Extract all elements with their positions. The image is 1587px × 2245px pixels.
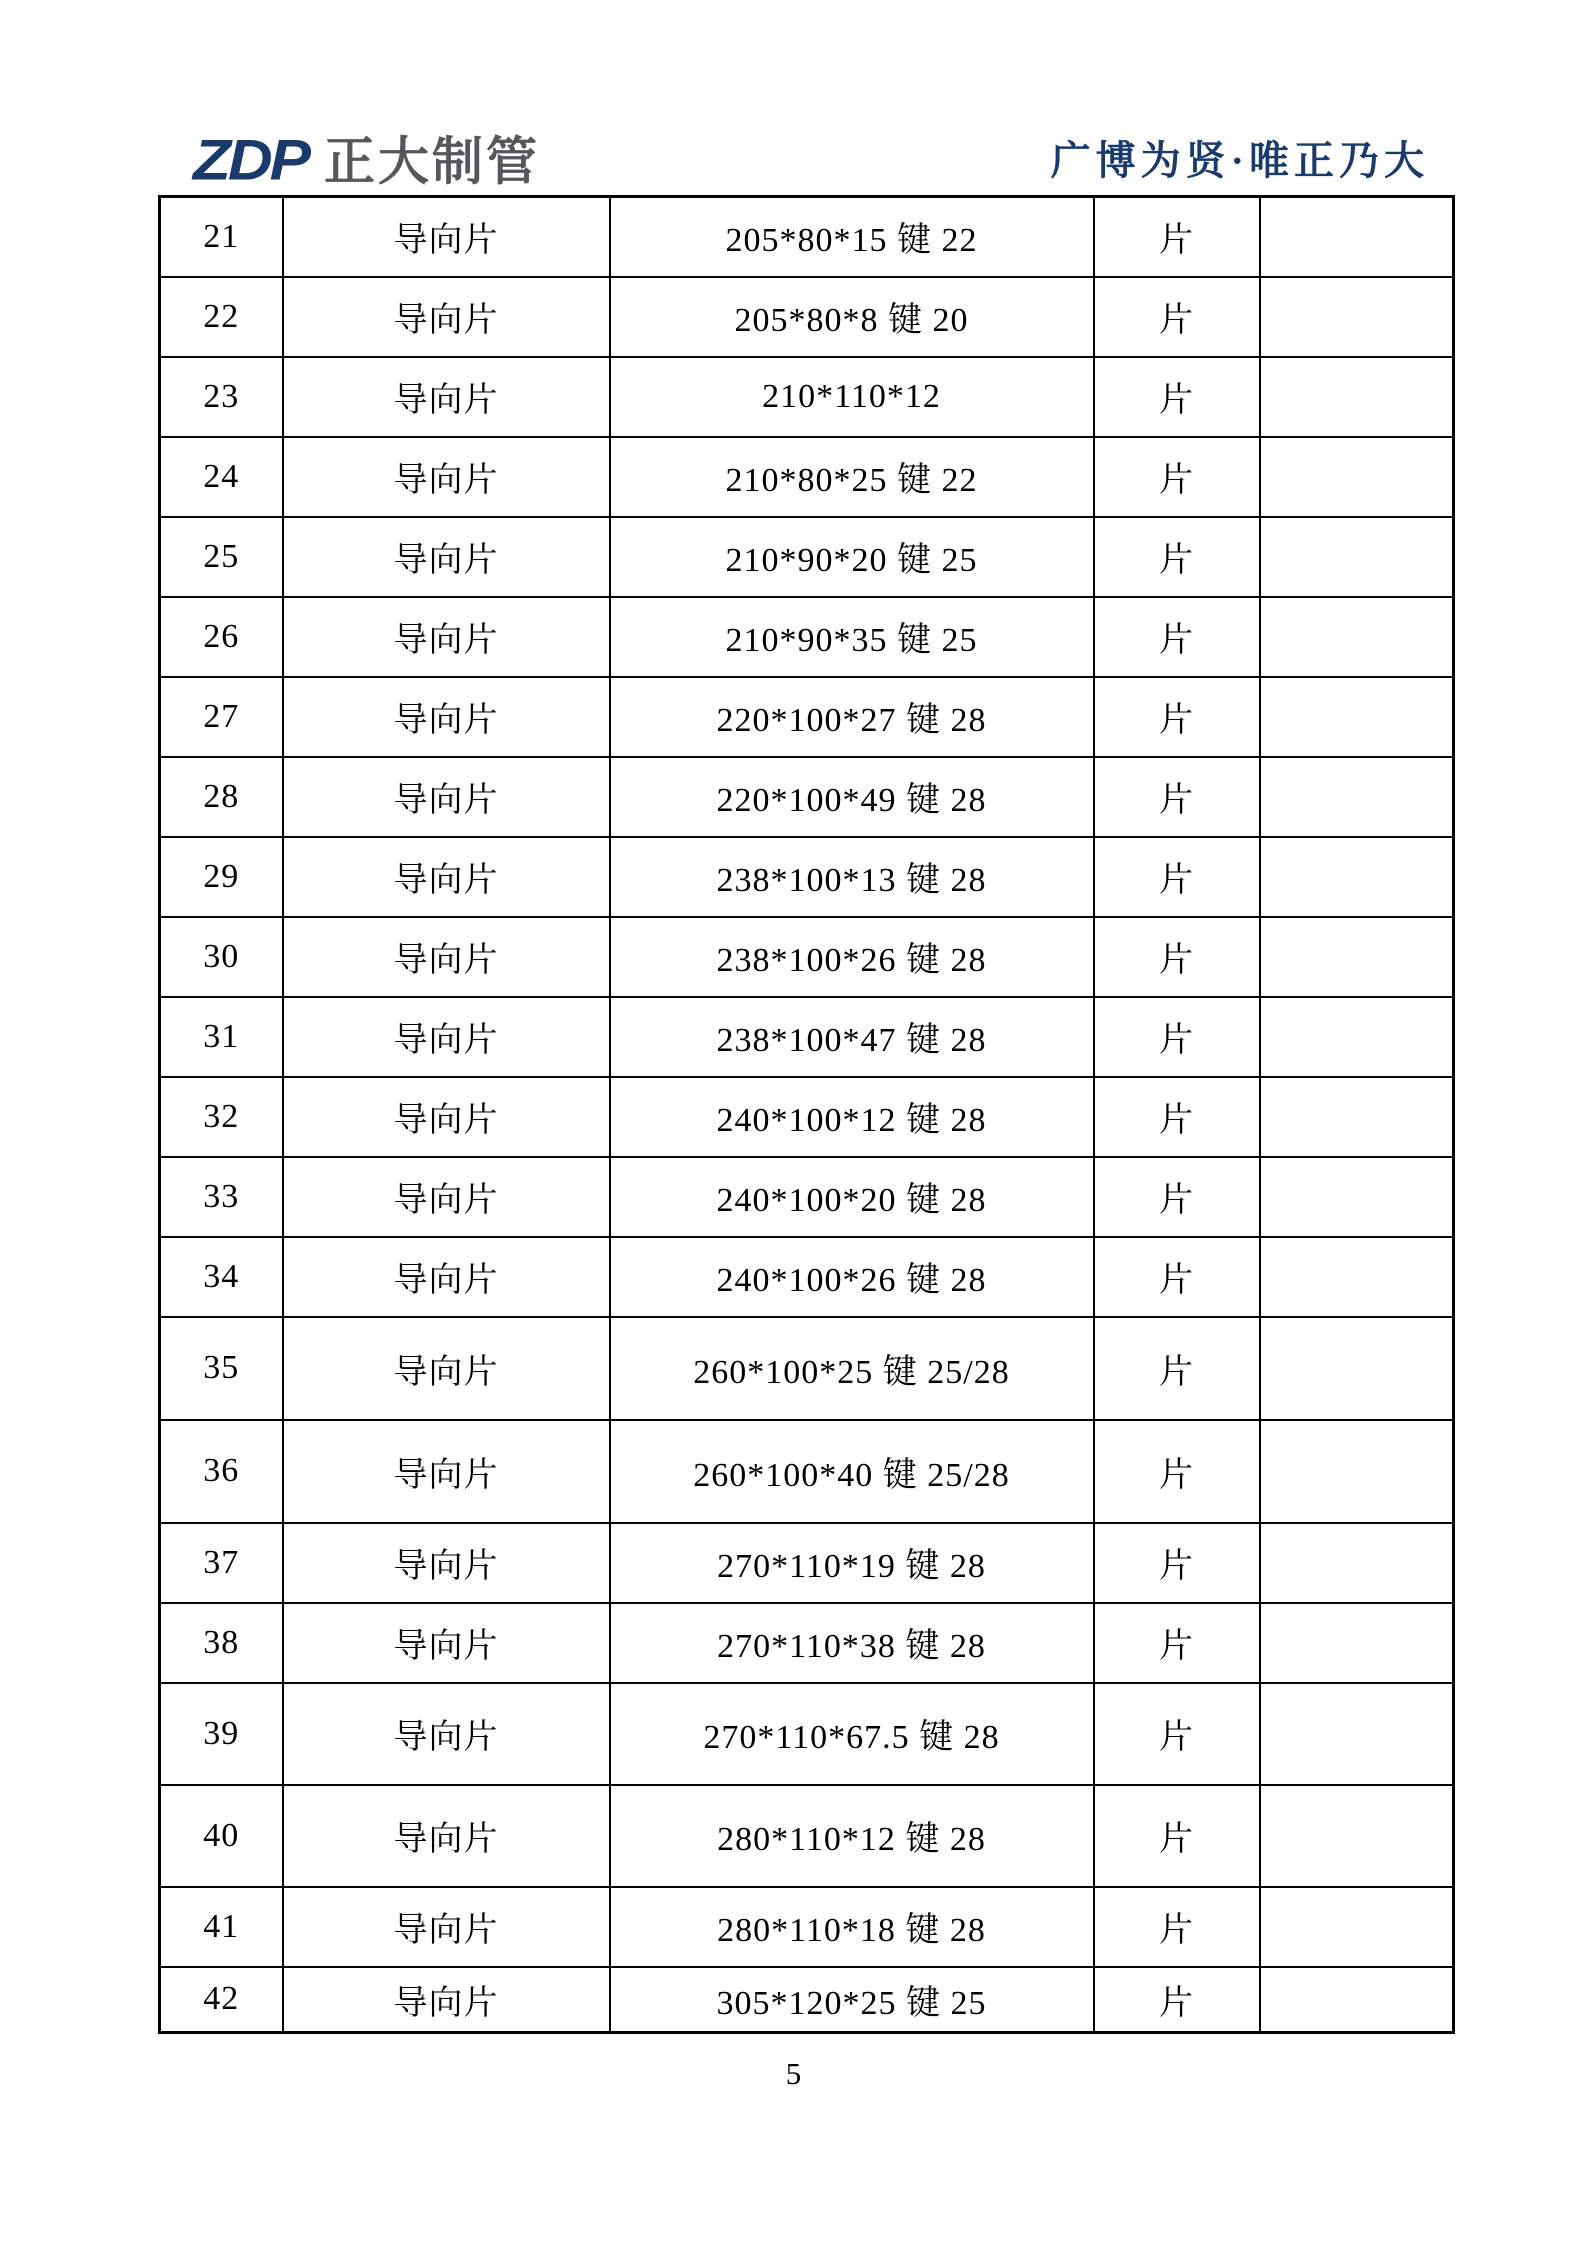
cell-unit: 片 (1094, 1317, 1260, 1420)
cell-note (1260, 1420, 1454, 1523)
table-row (160, 1317, 1454, 1420)
cell-spec: 270*110*67.5 键 28 (610, 1683, 1094, 1785)
cell-note (1260, 1523, 1454, 1603)
cell-no: 33 (160, 1157, 283, 1237)
cell-name: 导向片 (283, 1967, 610, 2033)
cell-no: 37 (160, 1523, 283, 1603)
cell-no: 27 (160, 677, 283, 757)
cell-unit: 片 (1094, 997, 1260, 1077)
cell-no: 26 (160, 597, 283, 677)
cell-unit: 片 (1094, 677, 1260, 757)
cell-unit: 片 (1094, 357, 1260, 437)
cell-unit: 片 (1094, 1420, 1260, 1523)
cell-no: 39 (160, 1683, 283, 1785)
table-row (160, 357, 1454, 437)
cell-spec: 260*100*40 键 25/28 (610, 1420, 1094, 1523)
cell-unit: 片 (1094, 837, 1260, 917)
cell-spec: 238*100*13 键 28 (610, 837, 1094, 917)
cell-name: 导向片 (283, 1237, 610, 1317)
cell-name: 导向片 (283, 1157, 610, 1237)
cell-spec: 240*100*26 键 28 (610, 1237, 1094, 1317)
table-row (160, 277, 1454, 357)
table-row (160, 1887, 1454, 1967)
cell-name: 导向片 (283, 357, 610, 437)
table-row (160, 1237, 1454, 1317)
table-row (160, 757, 1454, 837)
cell-note (1260, 597, 1454, 677)
logo-company-name: 正大制管 (324, 131, 541, 191)
parts-table (158, 195, 1455, 2034)
cell-name: 导向片 (283, 1077, 610, 1157)
cell-no: 32 (160, 1077, 283, 1157)
table-row (160, 917, 1454, 997)
table-row (160, 517, 1454, 597)
cell-no: 22 (160, 277, 283, 357)
cell-name: 导向片 (283, 277, 610, 357)
cell-name: 导向片 (283, 197, 610, 277)
company-logo (193, 130, 540, 192)
cell-name: 导向片 (283, 1785, 610, 1887)
cell-name: 导向片 (283, 437, 610, 517)
cell-note (1260, 1603, 1454, 1683)
cell-unit: 片 (1094, 1785, 1260, 1887)
cell-spec: 238*100*26 键 28 (610, 917, 1094, 997)
table-row (160, 997, 1454, 1077)
cell-unit: 片 (1094, 1603, 1260, 1683)
cell-note (1260, 357, 1454, 437)
table-row (160, 1603, 1454, 1683)
cell-spec: 205*80*8 键 20 (610, 277, 1094, 357)
cell-no: 34 (160, 1237, 283, 1317)
cell-no: 40 (160, 1785, 283, 1887)
cell-unit: 片 (1094, 437, 1260, 517)
cell-no: 21 (160, 197, 283, 277)
table-row (160, 1967, 1454, 2033)
cell-spec: 280*110*12 键 28 (610, 1785, 1094, 1887)
cell-note (1260, 1683, 1454, 1785)
cell-name: 导向片 (283, 837, 610, 917)
table-row (160, 1785, 1454, 1887)
cell-note (1260, 1157, 1454, 1237)
cell-no: 42 (160, 1967, 283, 2033)
cell-unit: 片 (1094, 277, 1260, 357)
cell-note (1260, 757, 1454, 837)
cell-spec: 280*110*18 键 28 (610, 1887, 1094, 1967)
cell-no: 23 (160, 357, 283, 437)
cell-unit: 片 (1094, 757, 1260, 837)
cell-name: 导向片 (283, 1420, 610, 1523)
cell-unit: 片 (1094, 1237, 1260, 1317)
cell-note (1260, 1785, 1454, 1887)
cell-name: 导向片 (283, 1523, 610, 1603)
cell-no: 25 (160, 517, 283, 597)
cell-name: 导向片 (283, 1887, 610, 1967)
cell-spec: 210*90*35 键 25 (610, 597, 1094, 677)
cell-spec: 270*110*19 键 28 (610, 1523, 1094, 1603)
cell-spec: 240*100*12 键 28 (610, 1077, 1094, 1157)
logo-zdp-text: ZDP (193, 128, 308, 193)
table-row (160, 677, 1454, 757)
cell-name: 导向片 (283, 677, 610, 757)
page-number: 5 (785, 2056, 802, 2091)
cell-spec: 210*110*12 (610, 357, 1094, 437)
table-row (160, 597, 1454, 677)
table-row (160, 437, 1454, 517)
cell-no: 28 (160, 757, 283, 837)
cell-unit: 片 (1094, 1887, 1260, 1967)
cell-unit: 片 (1094, 917, 1260, 997)
cell-no: 38 (160, 1603, 283, 1683)
table-row (160, 1157, 1454, 1237)
cell-no: 24 (160, 437, 283, 517)
cell-unit: 片 (1094, 517, 1260, 597)
cell-note (1260, 197, 1454, 277)
cell-unit: 片 (1094, 1967, 1260, 2033)
cell-unit: 片 (1094, 597, 1260, 677)
cell-note (1260, 277, 1454, 357)
cell-name: 导向片 (283, 757, 610, 837)
cell-note (1260, 677, 1454, 757)
cell-note (1260, 1077, 1454, 1157)
cell-no: 35 (160, 1317, 283, 1420)
cell-unit: 片 (1094, 1157, 1260, 1237)
cell-spec: 238*100*47 键 28 (610, 997, 1094, 1077)
cell-spec: 205*80*15 键 22 (610, 197, 1094, 277)
cell-unit: 片 (1094, 1683, 1260, 1785)
cell-spec: 305*120*25 键 25 (610, 1967, 1094, 2033)
cell-name: 导向片 (283, 1317, 610, 1420)
cell-spec: 270*110*38 键 28 (610, 1603, 1094, 1683)
table-row (160, 1077, 1454, 1157)
cell-note (1260, 917, 1454, 997)
company-slogan: 广博为贤·唯正乃大 (1050, 138, 1429, 183)
cell-spec: 210*80*25 键 22 (610, 437, 1094, 517)
cell-note (1260, 1967, 1454, 2033)
cell-note (1260, 1317, 1454, 1420)
parts-table-body (160, 197, 1454, 2033)
cell-note (1260, 517, 1454, 597)
cell-unit: 片 (1094, 197, 1260, 277)
cell-name: 导向片 (283, 917, 610, 997)
cell-no: 41 (160, 1887, 283, 1967)
table-row (160, 837, 1454, 917)
cell-spec: 260*100*25 键 25/28 (610, 1317, 1094, 1420)
cell-no: 36 (160, 1420, 283, 1523)
cell-name: 导向片 (283, 1603, 610, 1683)
cell-note (1260, 837, 1454, 917)
cell-no: 30 (160, 917, 283, 997)
cell-spec: 220*100*49 键 28 (610, 757, 1094, 837)
table-row (160, 1523, 1454, 1603)
cell-note (1260, 1887, 1454, 1967)
cell-note (1260, 997, 1454, 1077)
cell-unit: 片 (1094, 1523, 1260, 1603)
cell-spec: 240*100*20 键 28 (610, 1157, 1094, 1237)
cell-unit: 片 (1094, 1077, 1260, 1157)
cell-no: 31 (160, 997, 283, 1077)
cell-spec: 210*90*20 键 25 (610, 517, 1094, 597)
cell-name: 导向片 (283, 597, 610, 677)
table-row (160, 1683, 1454, 1785)
table-row (160, 1420, 1454, 1523)
cell-name: 导向片 (283, 1683, 610, 1785)
cell-spec: 220*100*27 键 28 (610, 677, 1094, 757)
cell-name: 导向片 (283, 997, 610, 1077)
cell-no: 29 (160, 837, 283, 917)
cell-note (1260, 1237, 1454, 1317)
cell-note (1260, 437, 1454, 517)
table-row (160, 197, 1454, 277)
cell-name: 导向片 (283, 517, 610, 597)
